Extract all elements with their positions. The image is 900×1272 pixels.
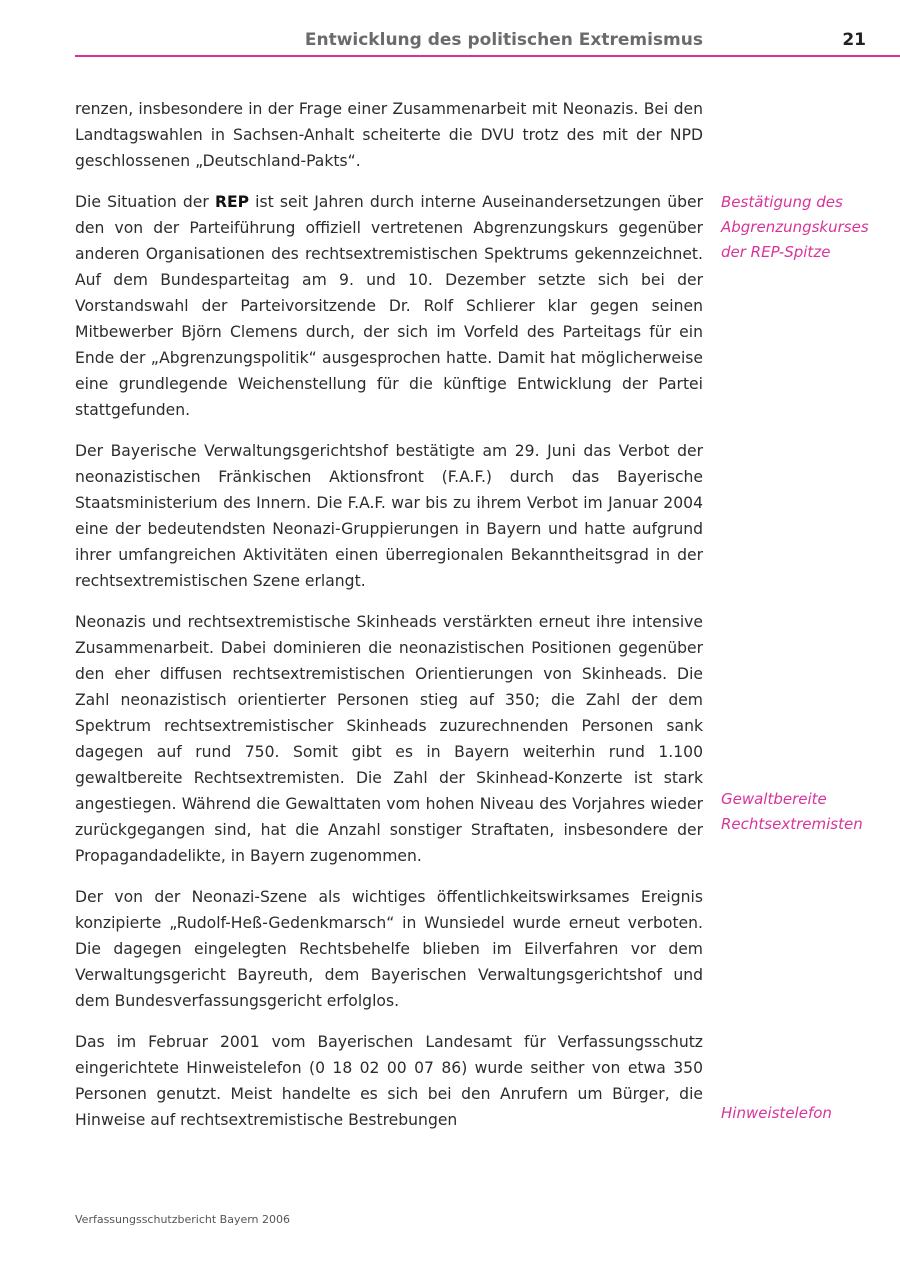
running-header-title: Entwicklung des politischen Extremismus xyxy=(304,30,703,50)
paragraph-rep-body: ist seit Jahren durch interne Auseinandersetzungen über den von der Parteiführung offiziell vertretenen Abgrenzungskurs gegenüber anderen Organisationen des rechtsextremistischen Spektrums gekennzeichnet. Auf dem Bundesparteitag am 9. und 10. Dezember setzte sich bei der Vorstandswahl der Parteivorsitzende Dr. Rolf Schlierer klar gegen seinen Mitbewerber Björn Clemens durch, der sich im Vorfeld des Parteitags für ein Ende der „Abgrenzungspolitik“ ausgesprochen hatte. Damit hat möglicherweise eine grundlegende Weichenstellung für die künftige Entwicklung der Partei stattgefunden. xyxy=(75,193,703,419)
main-text-column xyxy=(75,96,703,1148)
page-number: 21 xyxy=(842,30,866,50)
paragraph-rep-lead: Die Situation der xyxy=(75,193,215,211)
margin-note-rep xyxy=(721,190,896,265)
page-footer: Verfassungsschutzbericht Bayern 2006 xyxy=(75,1213,291,1226)
margin-note-line: Gewaltbereite xyxy=(721,790,827,808)
margin-note-line: Hinweistelefon xyxy=(721,1104,832,1122)
paragraph-rep xyxy=(75,189,703,423)
margin-note-hinweistelefon xyxy=(721,1101,896,1126)
paragraph-skinheads: Neonazis und rechtsextremistische Skinheads verstärkten erneut ihre intensive Zusammenarbeit. Dabei dominieren die neonazistischen Positionen gegenüber den eher diffusen rechtsextremistischen Orientierungen von Skinheads. Die Zahl neonazistisch orientierter Personen stieg auf 350; die Zahl der dem Spektrum rechtsextremistischer Skinheads zuzurechnenden Personen sank dagegen auf rund 750. Somit gibt es in Bayern weiterhin rund 1.100 gewaltbereite Rechtsextremisten. Die Zahl der Skinhead-Konzerte ist stark angestiegen. Während die Gewalttaten vom hohen Niveau des Vorjahres wieder zurückgegangen sind, hat die Anzahl sonstiger Straftaten, insbesondere der Propagandadelikte, in Bayern zugenommen. xyxy=(75,613,703,865)
margin-note-line: Bestätigung des xyxy=(721,193,843,211)
rep-bold-term: REP xyxy=(214,193,250,211)
paragraph-hess-march: Der von der Neonazi-Szene als wichtiges öffentlichkeitswirksames Ereignis konzipierte „Rudolf-Heß-Gedenkmarsch“ in Wunsiedel wurde erneut verboten. Die dagegen eingelegten Rechtsbehelfe blieben im Eilverfahren vor dem Verwaltungsgericht Bayreuth, dem Bayerischen Verwaltungsgerichtshof und dem Bundesverfassungsgericht erfolglos. xyxy=(75,888,703,1010)
margin-note-line: der REP-Spitze xyxy=(721,243,831,261)
paragraph-hinweistelefon: Das im Februar 2001 vom Bayerischen Landesamt für Verfassungsschutz eingerichtete Hinweistelefon (0 18 02 00 07 86) wurde seither von etwa 350 Personen genutzt. Meist handelte es sich bei den Anrufern um Bürger, die Hinweise auf rechtsextremistische Bestrebungen xyxy=(75,1033,703,1129)
margin-note-line: Abgrenzungskurses xyxy=(721,218,869,236)
paragraph-continuation: renzen, insbesondere in der Frage einer Zusammenarbeit mit Neonazis. Bei den Landtagswahlen in Sachsen-Anhalt scheiterte die DVU trotz des mit der NPD geschlossenen „Deutschland-Pakts“. xyxy=(75,100,703,170)
margin-note-gewaltbereite xyxy=(721,787,896,837)
paragraph-faf: Der Bayerische Verwaltungsgerichtshof bestätigte am 29. Juni das Verbot der neonazistischen Fränkischen Aktionsfront (F.A.F.) durch das Bayerische Staatsministerium des Innern. Die F.A.F. war bis zu ihrem Verbot im Januar 2004 eine der bedeutendsten Neonazi-Gruppierungen in Bayern und hatte aufgrund ihrer umfangreichen Aktivitäten einen überregionalen Bekanntheitsgrad in der rechtsextremistischen Szene erlangt. xyxy=(75,442,703,590)
header-divider xyxy=(75,55,900,57)
margin-note-line: Rechtsextremisten xyxy=(721,815,863,833)
